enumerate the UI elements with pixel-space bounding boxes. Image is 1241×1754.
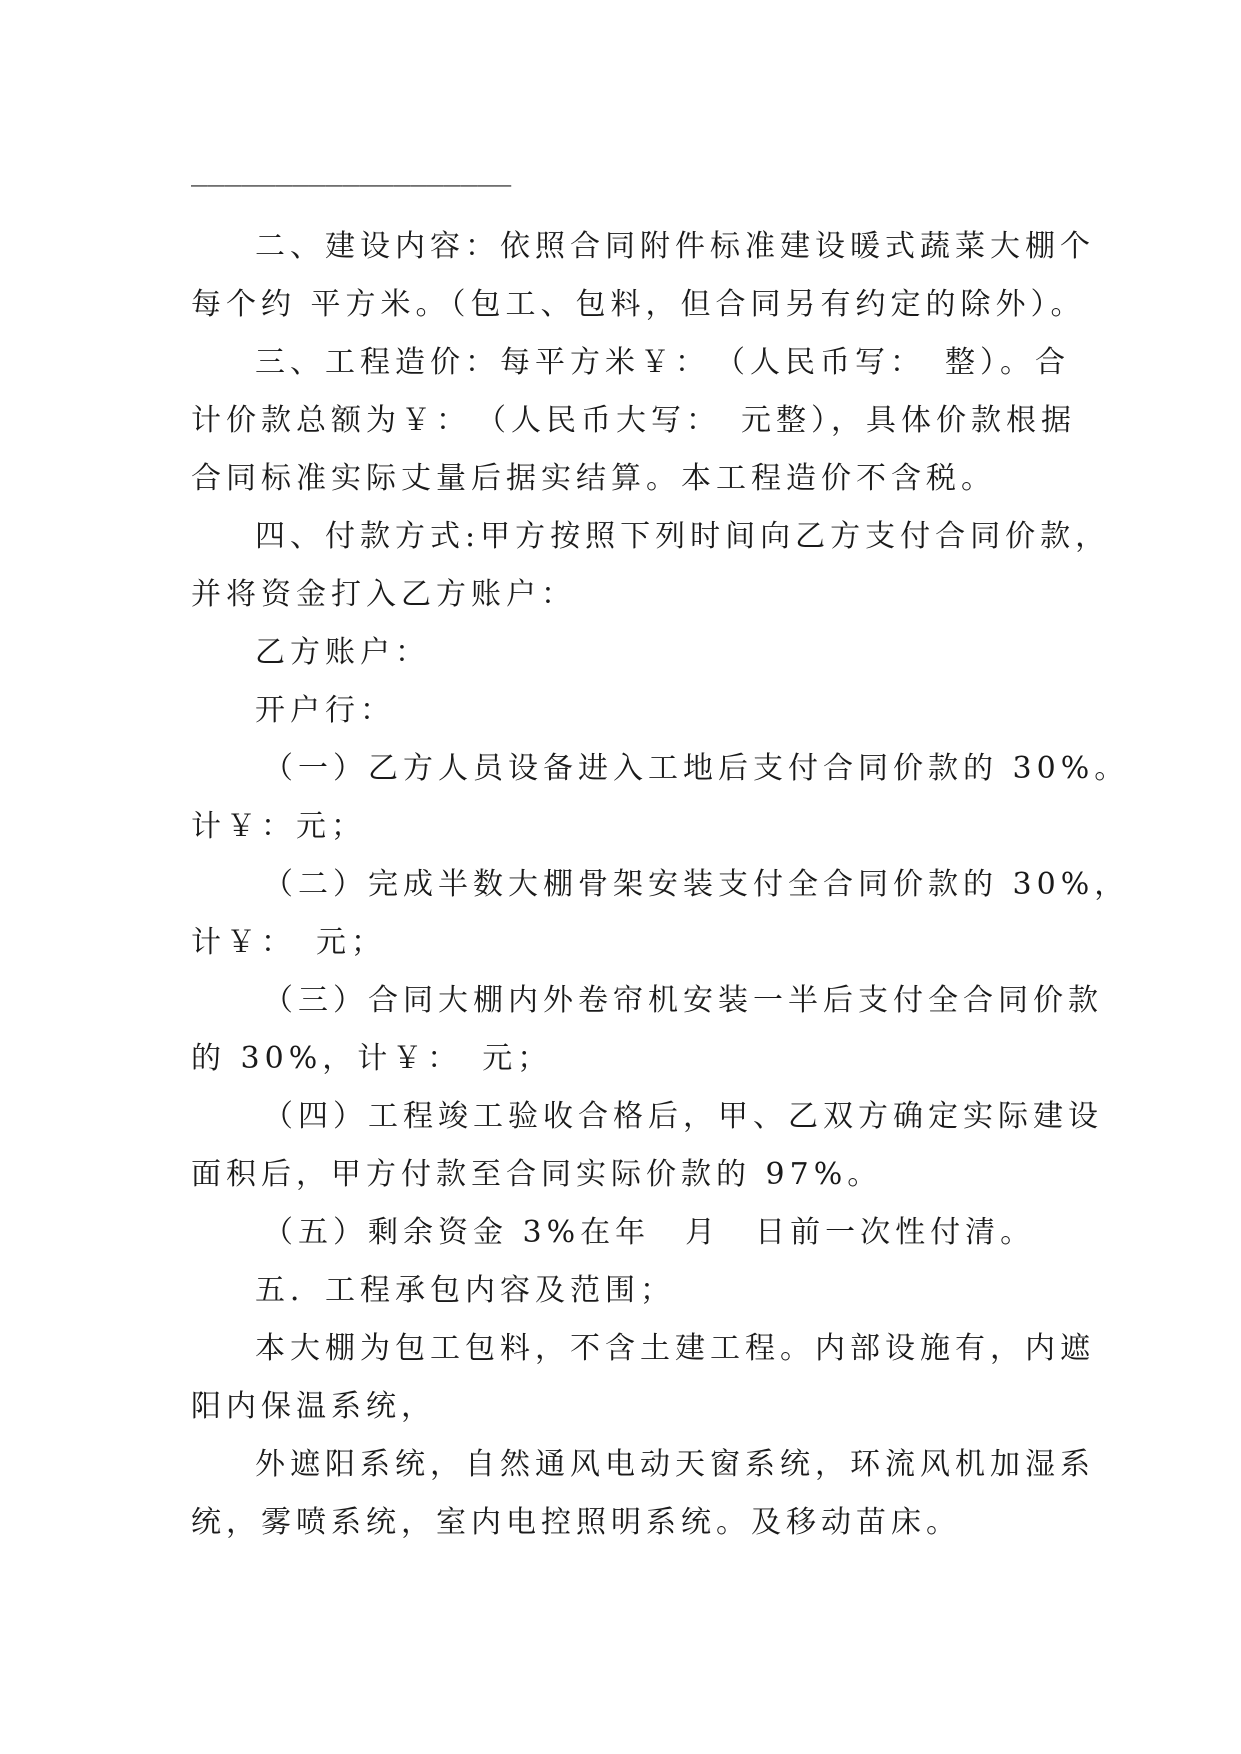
section-project-cost xyxy=(191,334,1076,508)
paragraph-line: （五）剩余资金 3%在年 月 日前一次性付清。 xyxy=(263,1215,1036,1250)
bank-field xyxy=(191,682,1061,740)
account-field xyxy=(191,624,1061,682)
paragraph-line: 阳内保温系统， xyxy=(191,1389,436,1424)
paragraph-line: 的 30%，计￥： 元； xyxy=(191,1041,553,1076)
payment-item-5 xyxy=(191,1204,1061,1262)
section-scope-heading xyxy=(191,1262,1061,1320)
payment-item-2 xyxy=(191,856,1130,972)
paragraph-line: 计￥： 元； xyxy=(191,925,386,960)
paragraph-line: （四）工程竣工验收合格后，甲、乙双方确定实际建设 xyxy=(263,1099,1103,1134)
paragraph-line: 每个约 平方米。（包工、包料，但合同另有约定的除外）。 xyxy=(191,287,1086,322)
section-payment-method xyxy=(191,508,1111,624)
paragraph-line: 并将资金打入乙方账户： xyxy=(191,577,576,612)
contract-body xyxy=(191,218,1130,1552)
paragraph-line: 二、建设内容：依照合同附件标准建设暖式蔬菜大棚个 xyxy=(255,229,1095,264)
separator-line: ___________________ xyxy=(191,154,512,187)
paragraph-line: 三、工程造价：每平方米￥： （人民币写： 整）。合 xyxy=(255,345,1070,380)
paragraph-line: 计价款总额为￥： （人民币大写： 元整），具体价款根据 xyxy=(191,403,1076,438)
paragraph-line: （二）完成半数大棚骨架安装支付全合同价款的 30%， xyxy=(263,867,1130,902)
scope-description-2 xyxy=(191,1436,1095,1552)
paragraph-line: 开户行： xyxy=(255,693,395,728)
payment-item-1 xyxy=(191,740,1130,856)
paragraph-line: 外遮阳系统，自然通风电动天窗系统，环流风机加湿系 xyxy=(255,1447,1095,1482)
paragraph-line: 合同标准实际丈量后据实结算。本工程造价不含税。 xyxy=(191,461,996,496)
paragraph-line: 五．工程承包内容及范围； xyxy=(255,1273,675,1308)
paragraph-line: （三）合同大棚内外卷帘机安装一半后支付全合同价款 xyxy=(263,983,1103,1018)
paragraph-line: 本大棚为包工包料，不含土建工程。内部设施有，内遮 xyxy=(255,1331,1095,1366)
paragraph-line: 四、付款方式:甲方按照下列时间向乙方支付合同价款， xyxy=(255,519,1111,554)
section-construction-content xyxy=(191,218,1095,334)
scope-description-1 xyxy=(191,1320,1095,1436)
paragraph-line: （一）乙方人员设备进入工地后支付合同价款的 30%。 xyxy=(263,751,1130,786)
paragraph-line: 统，雾喷系统，室内电控照明系统。及移动苗床。 xyxy=(191,1505,961,1540)
paragraph-line: 面积后，甲方付款至合同实际价款的 97%。 xyxy=(191,1157,883,1192)
paragraph-line: 乙方账户： xyxy=(255,635,430,670)
payment-item-3 xyxy=(191,972,1103,1088)
paragraph-line: 计￥：元； xyxy=(191,809,366,844)
payment-item-4 xyxy=(191,1088,1103,1204)
